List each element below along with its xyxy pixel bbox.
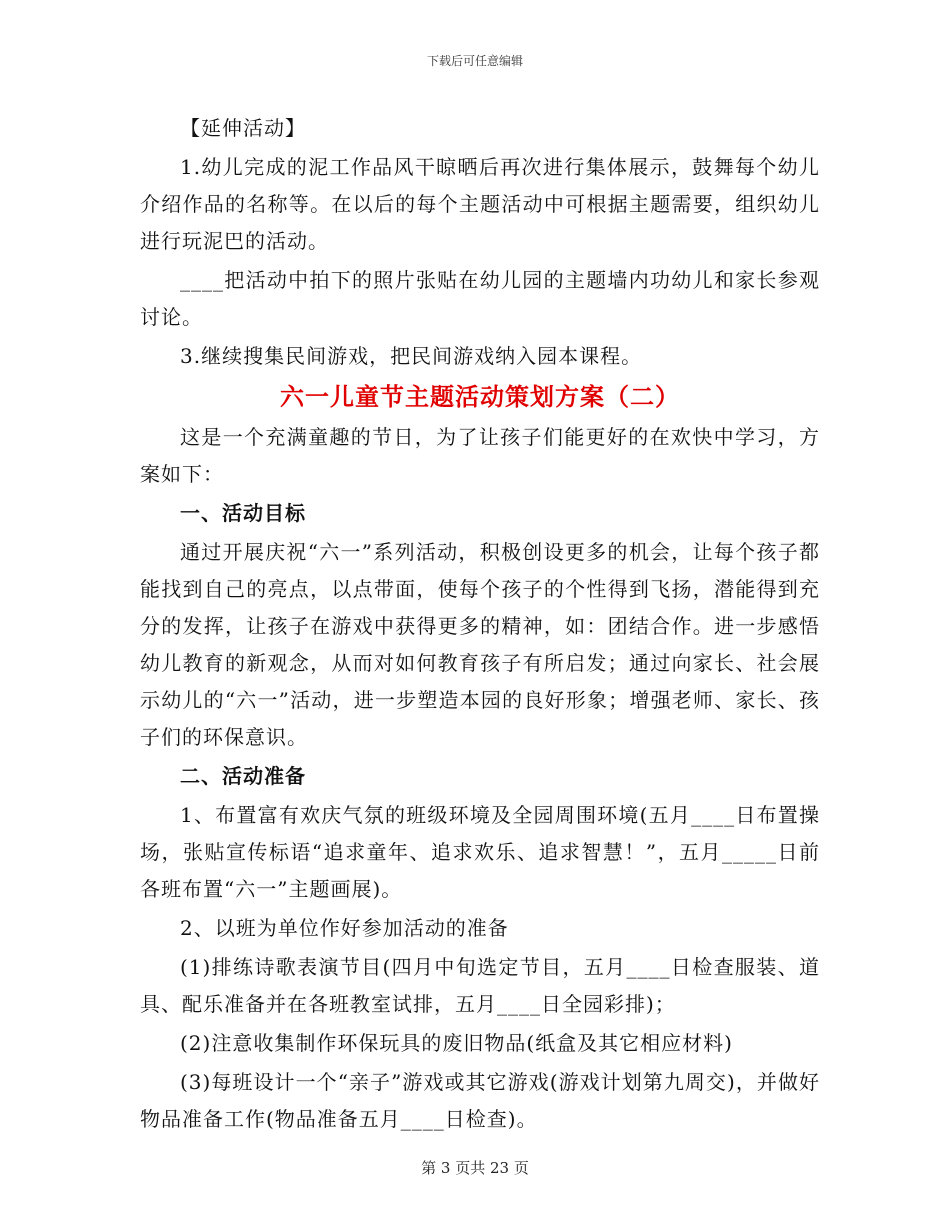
- extension-item-2: ____把活动中拍下的照片张贴在幼儿园的主题墙内功幼儿和家长参观讨论。: [140, 268, 820, 329]
- section-2-item-2: 2、以班为单位作好参加活动的准备: [180, 916, 509, 940]
- intro-paragraph: 这是一个充满童趣的节日，为了让孩子们能更好的在欢快中学习，方案如下：: [140, 425, 820, 486]
- page-header: 下载后可任意编辑: [426, 54, 523, 68]
- section-2-subitem-1: (1)排练诗歌表演节目(四月中旬选定节目，五月____日检查服装、道具、配乐准备并在各班教室试排，五月____日全园彩排)；: [140, 955, 820, 1016]
- section-2-item-1: 1、布置富有欢庆气氛的班级环境及全园周围环境(五月____日布置操场，张贴宣传标语“追求童年、追求欢乐、追求智慧！”，五月_____日前各班布置“六一”主题画展)。: [140, 803, 820, 901]
- section-2-heading: 二、活动准备: [180, 764, 306, 788]
- page-footer: 第 3 页共 23 页: [421, 1159, 529, 1177]
- section-2-subitem-3: (3)每班设计一个“亲子”游戏或其它游戏(游戏计划第九周交)，并做好物品准备工作(物品准备五月____日检查)。: [140, 1070, 820, 1131]
- extension-item-1: 1.幼儿完成的泥工作品风干晾晒后再次进行集体展示，鼓舞每个幼儿介绍作品的名称等。在以后的每个主题活动中可根据主题需要，组织幼儿进行玩泥巴的活动。: [140, 155, 820, 253]
- document-body: [140, 110, 820, 1140]
- section-1-heading: 一、活动目标: [180, 501, 306, 525]
- extension-heading: 【延伸活动】: [180, 116, 306, 140]
- section-1-body: 通过开展庆祝“六一”系列活动，积极创设更多的机会，让每个孩子都能找到自己的亮点，以点带面，使每个孩子的个性得到飞扬，潜能得到充分的发挥，让孩子在游戏中获得更多的精神，如：团结合作。进一步感悟幼儿教育的新观念，从而对如何教育孩子有所启发；通过向家长、社会展示幼儿的“六一”活动，进一步塑造本园的良好形象；增强老师、家长、孩子们的环保意识。: [140, 540, 820, 749]
- extension-item-3: 3.继续搜集民间游戏，把民间游戏纳入园本课程。: [180, 344, 643, 368]
- document-title: 六一儿童节主题活动策划方案（二）: [280, 382, 680, 411]
- section-2-subitem-2: (2)注意收集制作环保玩具的废旧物品(纸盒及其它相应材料): [180, 1031, 733, 1055]
